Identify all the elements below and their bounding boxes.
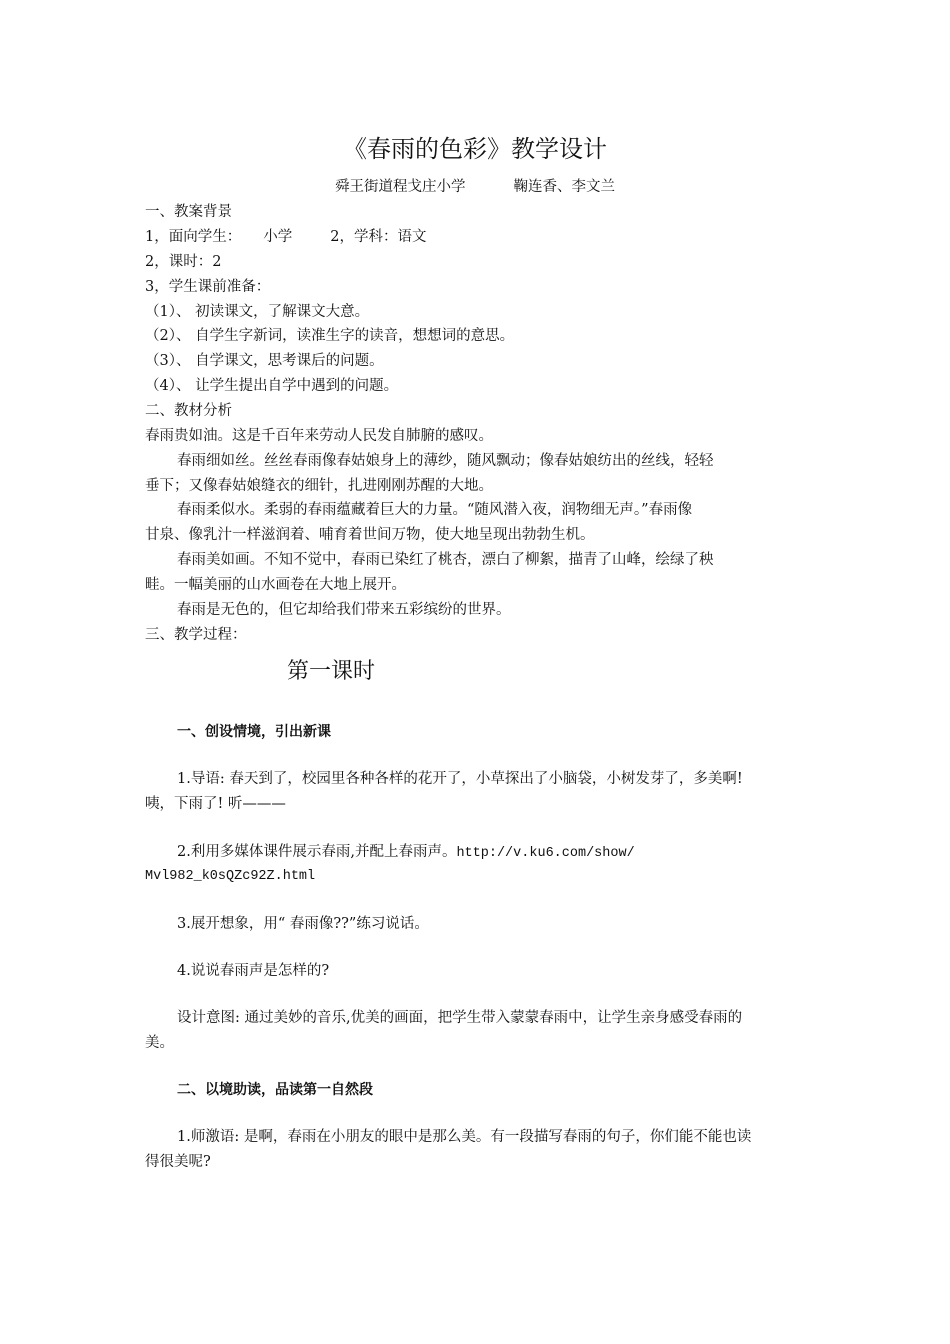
- author-names: 鞠连香、李文兰: [513, 179, 615, 195]
- prep-item: （4）、 让学生提出自学中遇到的问题。: [145, 378, 399, 394]
- analysis-paragraph-3-cont: 畦。一幅美丽的山水画卷在大地上展开。: [145, 577, 406, 593]
- part2-item1: 1.师激语: 是啊，春雨在小朋友的眼中是那么美。有一段描写春雨的句子，你们能不能也读: [177, 1129, 752, 1145]
- analysis-paragraph-1: 春雨细如丝。丝丝春雨像春姑娘身上的薄纱，随风飘动；像春姑娘纺出的丝线，轻轻: [177, 453, 714, 469]
- item2-line: [177, 840, 810, 866]
- item1-text: 1.导语: 春天到了，校园里各种各样的花开了，小草探出了小脑袋，小树发芽了，多美啊!: [177, 771, 743, 787]
- document-title: 《春雨的色彩》教学设计: [343, 135, 607, 163]
- hours-text: 2，课时：2: [145, 254, 222, 270]
- subject-text: 2，学科：语文: [330, 229, 427, 245]
- analysis-paragraph-4: 春雨是无色的，但它却给我们带来五彩缤纷的世界。: [177, 602, 511, 618]
- prep-item: （1）、 初读课文，了解课文大意。: [145, 304, 370, 320]
- part2-item1-cont: 得很美呢?: [145, 1154, 211, 1170]
- section2-heading: 二、教材分析: [145, 403, 232, 419]
- analysis-paragraph-3: 春雨美如画。不知不觉中，春雨已染红了桃杏，漂白了柳絮，描青了山峰，绘绿了秧: [177, 552, 714, 568]
- item2-url[interactable]: http://v.ku6.com/show/: [456, 846, 635, 861]
- analysis-paragraph-1-cont: 垂下；又像春姑娘缝衣的细针，扎进刚刚苏醒的大地。: [145, 478, 493, 494]
- prep-heading: 3，学生课前准备：: [145, 279, 271, 295]
- author-school: 舜王街道程戈庄小学: [335, 179, 466, 195]
- analysis-paragraph-2: 春雨柔似水。柔弱的春雨蕴藏着巨大的力量。“随风潜入夜，润物细无声。”春雨像: [177, 502, 693, 518]
- prep-item: （3）、 自学课文，思考课后的问题。: [145, 353, 384, 369]
- design-intent: 设计意图: 通过美妙的音乐,优美的画面，把学生带入蒙蒙春雨中，让学生亲身感受春雨的: [177, 1010, 743, 1026]
- analysis-intro: 春雨贵如油。这是千百年来劳动人民发自肺腑的感叹。: [145, 428, 493, 444]
- item1-text-cont: 咦，下雨了! 听———: [145, 796, 286, 812]
- design-intent-cont: 美。: [145, 1035, 174, 1051]
- author-line: [0, 175, 950, 199]
- section3-heading: 三、教学过程：: [145, 627, 247, 643]
- lesson-title: 第一课时: [287, 659, 376, 684]
- part2-heading: 二、以境助读，品读第一自然段: [177, 1082, 373, 1098]
- target-line: [145, 225, 810, 249]
- item4-text: 4.说说春雨声是怎样的?: [177, 963, 330, 979]
- item2-text: 2.利用多媒体课件展示春雨,并配上春雨声。: [177, 844, 457, 860]
- prep-item: （2）、 自学生字新词，读准生字的读音，想想词的意思。: [145, 328, 515, 344]
- part1-heading: 一、创设情境，引出新课: [177, 724, 331, 740]
- section1-heading: 一、教案背景: [145, 204, 232, 220]
- target-value: 小学: [263, 229, 293, 245]
- analysis-paragraph-2-cont: 甘泉、像乳汁一样滋润着、哺育着世间万物，使大地呈现出勃勃生机。: [145, 527, 595, 543]
- item2-url-cont[interactable]: Mvl982_k0sQZc92Z.html: [145, 869, 316, 884]
- item3-text: 3.展开想象，用“ 春雨像??”练习说话。: [177, 916, 429, 932]
- target-label: 1，面向学生：: [145, 229, 242, 245]
